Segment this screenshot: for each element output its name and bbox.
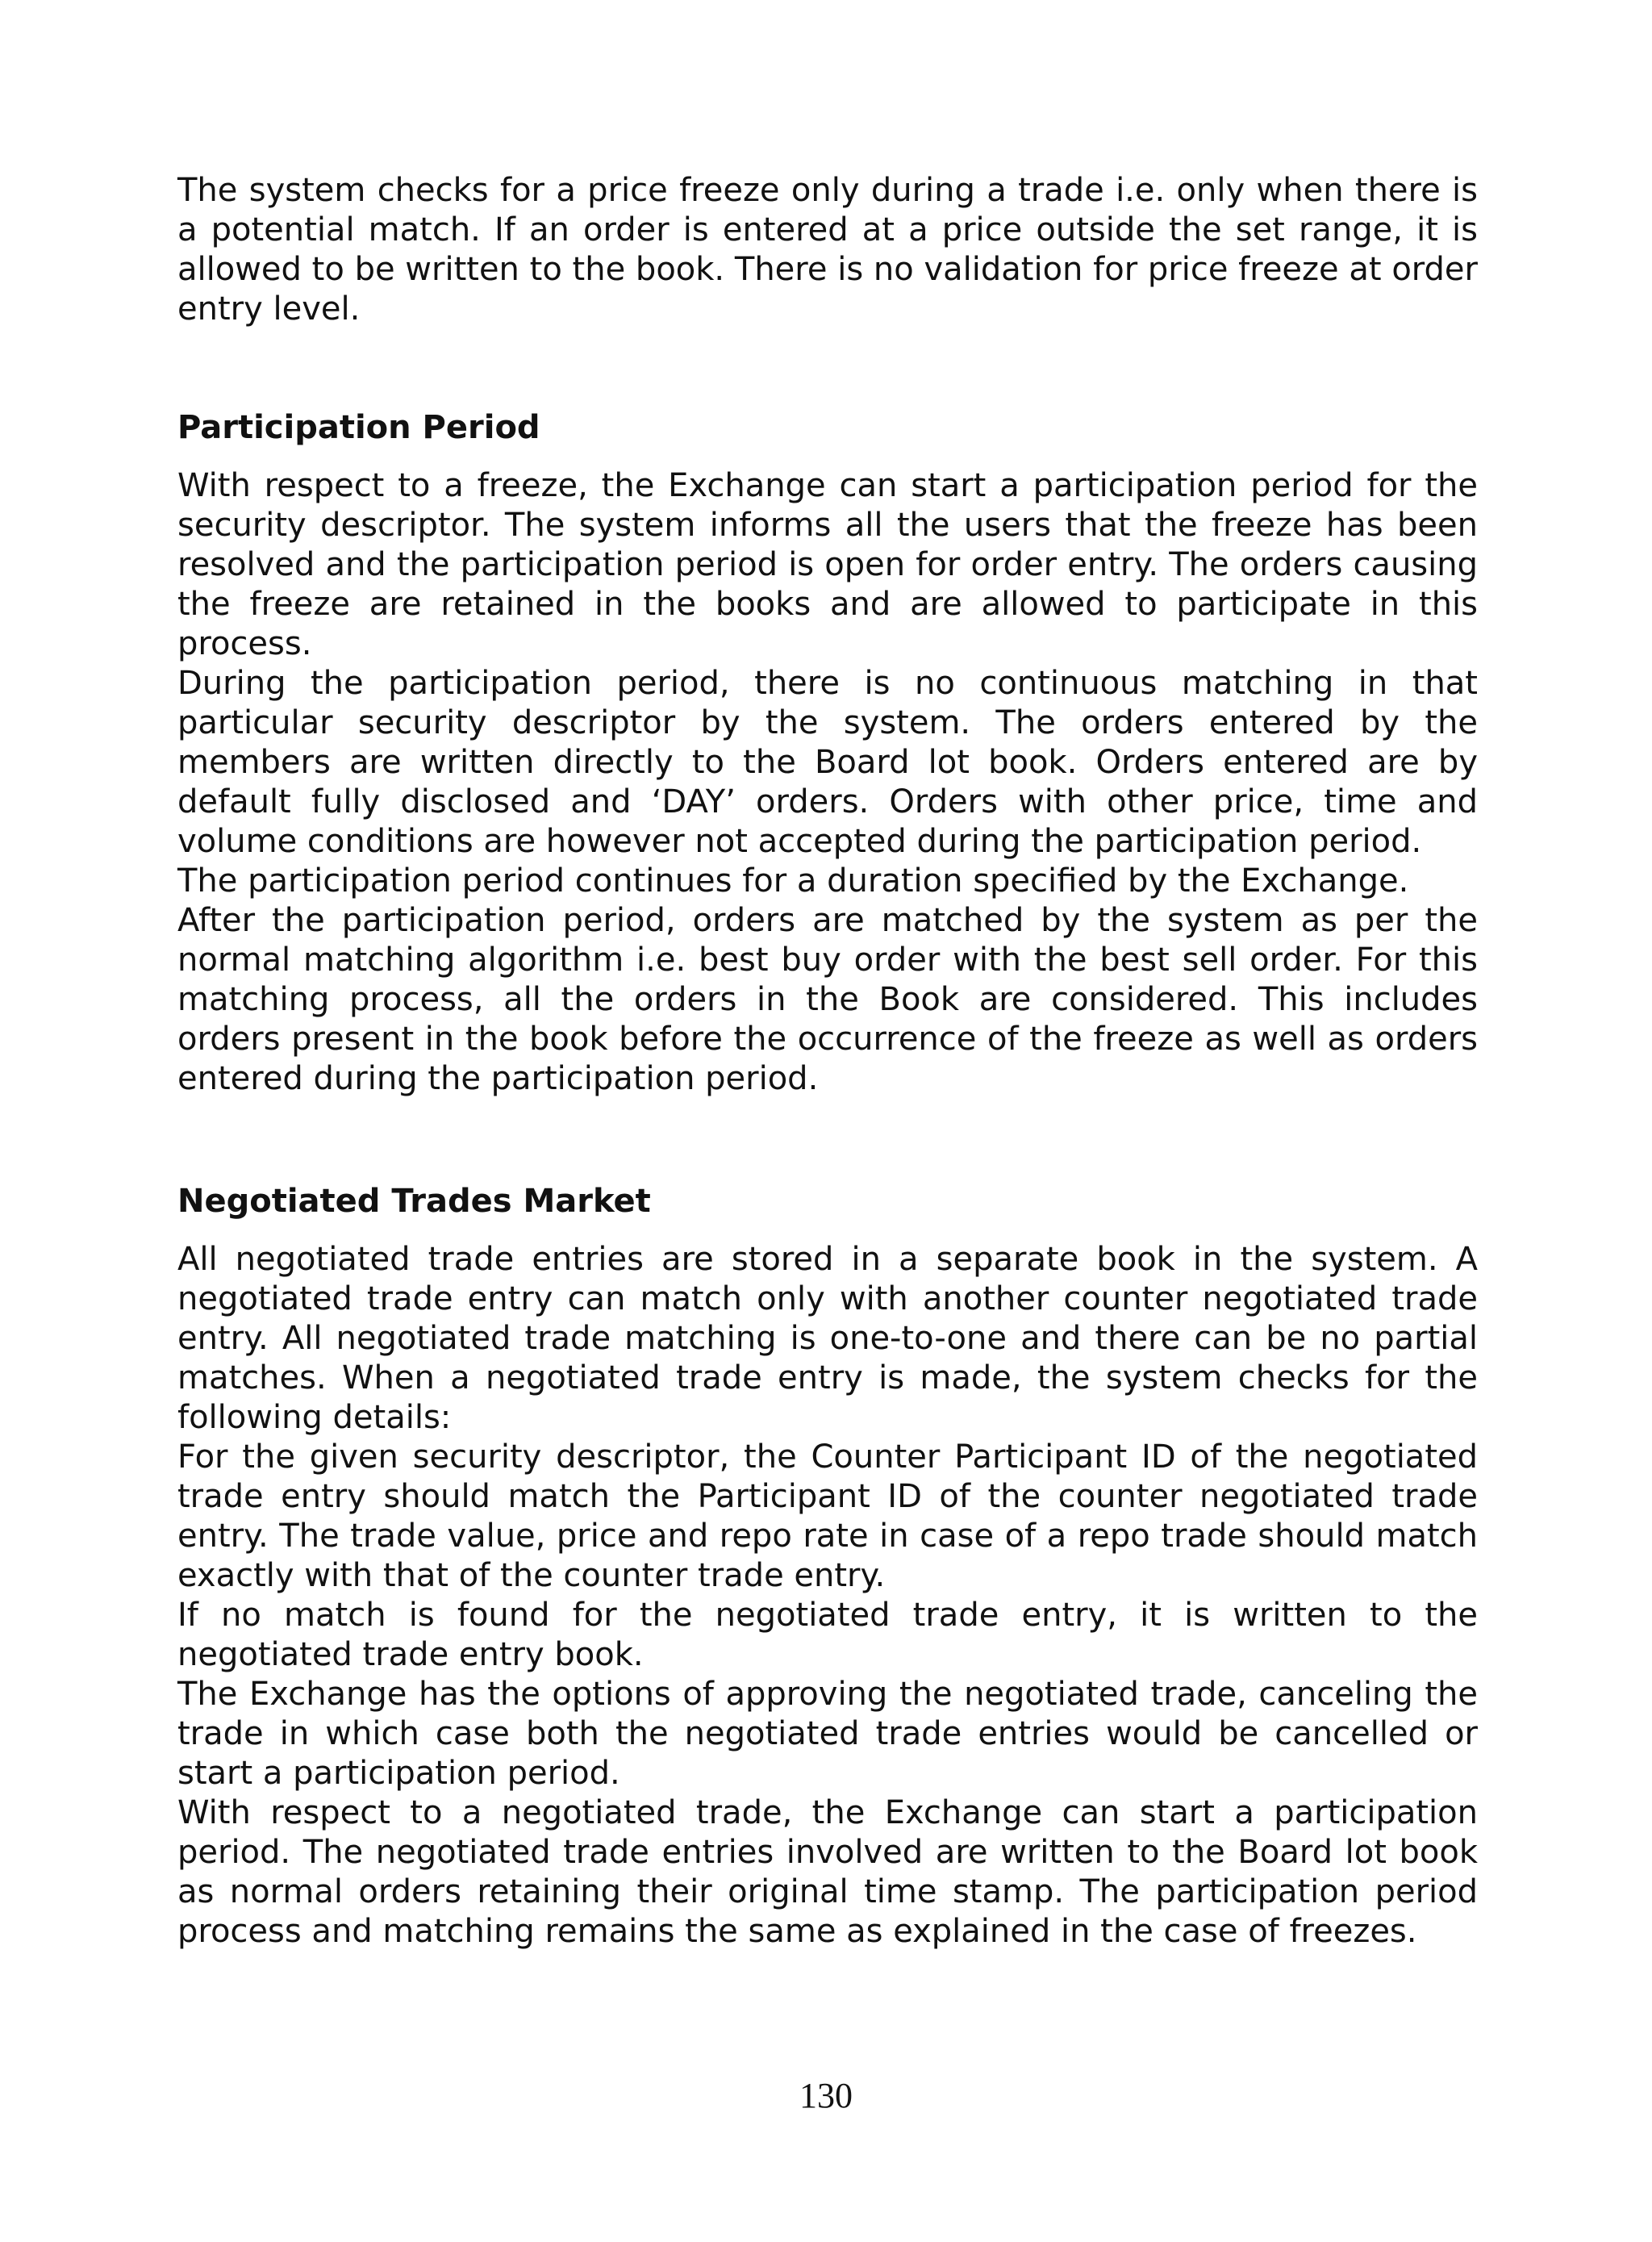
negotiated-paragraph-3: If no match is found for the negotiated trade entry, it is written to the negotiated trade entry book. bbox=[177, 1597, 1478, 1673]
participation-paragraph-4: After the participation period, orders are matched by the system as per the normal matching algorithm i.e. best buy order with the best sell order. For this matching process, all the orders in the Book are considered. This includes orders present in the book before the occurrence of the freeze as well as orders entered during the participation period. bbox=[177, 902, 1478, 1097]
intro-paragraph: The system checks for a price freeze only during a trade i.e. only when there is a potential match. If an order is entered at a price outside the set range, it is allowed to be written to the book. There is no validation for price freeze at order entry level. bbox=[177, 172, 1478, 328]
page-number: 130 bbox=[799, 2076, 853, 2115]
page-body bbox=[177, 171, 1478, 1952]
participation-paragraph-3: The participation period continues for a duration specified by the Exchange. bbox=[177, 862, 1409, 900]
participation-paragraph-2: During the participation period, there is no continuous matching in that particular security descriptor by the system. The orders entered by the members are written directly to the Board lot book. Orders entered are by default fully disclosed and ‘DAY’ orders. Orders with other price, time and volume conditions are however not accepted during the participation period. bbox=[177, 665, 1478, 860]
spacer bbox=[177, 1099, 1478, 1182]
negotiated-paragraph-4: The Exchange has the options of approving the negotiated trade, canceling the trade in which case both the negotiated trade entries would be cancelled or start a participation period. bbox=[177, 1676, 1478, 1792]
participation-period-heading: Participation Period bbox=[177, 409, 540, 446]
negotiated-paragraph-2: For the given security descriptor, the Counter Participant ID of the negotiated trade entry should match the Participant ID of the counter negotiated trade entry. The trade value, price and repo rate in case of a repo trade should match exactly with that of the counter trade entry. bbox=[177, 1438, 1478, 1594]
negotiated-paragraph-1: All negotiated trade entries are stored in a separate book in the system. A negotiated trade entry can match only with another counter negotiated trade entry. All negotiated trade matching is one-to-one and there can be no partial matches. When a negotiated trade entry is made, the system checks for the following details: bbox=[177, 1241, 1478, 1436]
participation-paragraph-1: With respect to a freeze, the Exchange can start a participation period for the security descriptor. The system informs all the users that the freeze has been resolved and the participation period is open for order entry. The orders causing the freeze are retained in the books and are allowed to participate in this process. bbox=[177, 467, 1478, 662]
spacer bbox=[177, 1221, 1478, 1240]
negotiated-trades-heading: Negotiated Trades Market bbox=[177, 1183, 651, 1220]
spacer bbox=[177, 448, 1478, 466]
spacer bbox=[177, 329, 1478, 408]
negotiated-paragraph-5: With respect to a negotiated trade, the Exchange can start a participation period. The negotiated trade entries involved are written to the Board lot book as normal orders retaining their original time stamp. The participation period process and matching remains the same as explained in the case of freezes. bbox=[177, 1794, 1478, 1950]
